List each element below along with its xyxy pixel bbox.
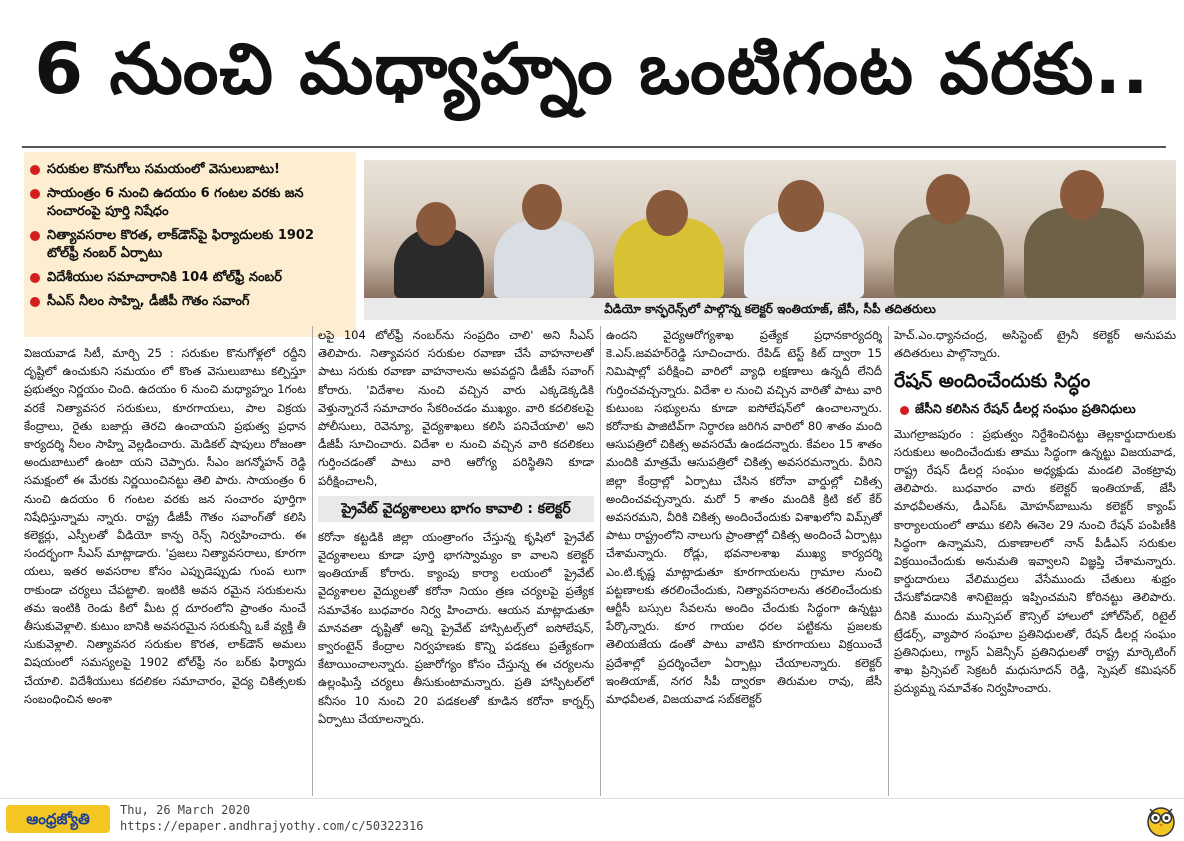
bullet-icon xyxy=(30,189,40,199)
section-subheading: ప్రైవేట్ వైద్యశాలలు భాగం కావాలి : కలెక్టర్ xyxy=(318,496,594,522)
article-text: ఉందని వైద్యఆరోగ్యశాఖ ప్రత్యేక ప్రధానకార్యదర్శి కె.ఎస్.జవహర్‌రెడ్డి సూచించారు. రేపిడ్ టెస్ట్ కిట్ ద్వారా 15 నిమిషాల్లో పరీక్షించి వారిలో వ్యాధి లక్షణాలు ఉన్నదీ లేనిదీ గుర్తించవచ్చన్నారు. విదేశా ల నుంచి వచ్చిన వారితో పాటు వారి కుటుంబ సభ్యులను కూడా ఐసోలేషన్‌లో ఉంచాలన్నారు. కరోనాకు పాజిటివ్‌గా నిర్ధారణ జరిగిన వారిలో 80 శాతం మంది ఆసుపత్రిలో చికిత్స అవసరమే ఉండదన్నారు. కేవలం 15 శాతం మందికి మాత్రమే ఆసుపత్రిలో చికిత్స అవసరమన్నారు. వీరిని జిల్లా కేంద్రాల్లో ఏర్పాటు చేసిన కరోనా వార్డుల్లో చికిత్స అందించవచ్చన్నారు. మరో 5 శాతం మందికి క్రిటి కల్ కేర్ అవసరమని, వీరికి చికిత్స అందించేందుకు విశాఖలోని విమ్స్‌తో పాటు రాష్ట్రంలోని నాలుగు ప్రాంతాల్లో చికిత్స అందించే ఏర్పాట్లు చేశామన్నారు. రోడ్లు, భవనాలశాఖ ముఖ్య కార్యదర్శి ఎం.టి.కృష్ణ మాట్లాడుతూ కూరగాయలను గ్రామాల నుంచి పట్టణాలకు తరలించేందుకు, నిత్యావసరాలను తరలించేందుకు ఆర్టీసీ బస్సుల సేవలను అందిం చేందుకు సిద్ధంగా ఉన్నట్టు పేర్కొన్నారు. కూర గాయల ధరల పట్టికను ప్రజలకు తెలియజేయ డంతో పాటు వాటిని కూరగాయలు విక్రయించే ప్రదేశాల్లో ప్రదర్శించేలా ఏర్పాట్లు చేయాలన్నారు. కలెక్టర్ ఇంతియాజ్, నగర సీపీ ద్వారకా తిరుమల రావు, జేసీ మాధవీలత, విజయవాడ సబ్‌కలెక్టర్ xyxy=(606,328,882,707)
photo-caption: వీడియో కాన్ఫరెన్స్‌లో పాల్గొన్న కలెక్టర్ ఇంతియాజ్, జేసీ, సీపీ తదితరులు xyxy=(364,298,1176,320)
page-url[interactable]: https://epaper.andhrajyothy.com/c/50322316 xyxy=(120,819,424,833)
section-heading: రేషన్ అందించేందుకు సిద్ధం xyxy=(894,370,1091,393)
photo-figure-head xyxy=(646,190,688,236)
footer xyxy=(0,798,1184,841)
news-photo xyxy=(364,160,1176,298)
article-column-2 xyxy=(318,326,594,796)
highlight-item xyxy=(30,293,350,311)
bullet-icon xyxy=(30,231,40,241)
article-text: హెచ్.ఎం.ధ్యానచంద్ర, అసిస్టెంట్ ట్రైనీ కలెక్టర్ అనుపమ తదితరులు పాల్గొన్నారు. xyxy=(894,328,1176,361)
bullet-icon xyxy=(30,273,40,283)
bullet-icon xyxy=(30,165,40,175)
column-divider xyxy=(600,326,601,796)
bullet-icon xyxy=(30,297,40,307)
highlight-item xyxy=(30,269,350,287)
headline: 6 నుంచి మధ్యాహ్నం ఒంటిగంట వరకు.. xyxy=(34,27,1150,110)
section-bullet xyxy=(894,400,1176,418)
photo-figure xyxy=(894,214,1004,298)
article-column-4 xyxy=(894,326,1176,796)
column-divider xyxy=(888,326,889,796)
photo-figure-head xyxy=(778,180,824,232)
highlight-text: సరుకుల కొనుగోలు సమయంలో వెసులుబాటు! xyxy=(47,162,280,177)
article-column-1 xyxy=(24,344,306,796)
photo-figure-head xyxy=(1060,170,1104,220)
edition-date: Thu, 26 March 2020 xyxy=(120,803,251,817)
section-bullet-text: జేసీని కలిసిన రేషన్ డీలర్ల సంఘం ప్రతినిధులు xyxy=(915,401,1136,417)
photo-figure xyxy=(1024,208,1144,298)
column-divider xyxy=(312,326,313,796)
highlight-text: నిత్యావసరాల కొరత, లాక్‌డౌన్‌పై ఫిర్యాదులకు 1902 టోల్‌ఫ్రీ నంబర్ ఏర్పాటు xyxy=(47,228,315,261)
highlights-box xyxy=(24,152,356,337)
article-text: కరోనా కట్టడికి జిల్లా యంత్రాంగం చేస్తున్న కృషిలో ప్రైవేట్ వైద్యశాలలు కూడా పూర్తి భాగస్వామ్యం కా వాలని కలెక్టర్ ఇంతియాజ్ కోరారు. క్యాంపు కార్యా లయంలో ప్రైవేట్ వైద్యశాలల వైద్యులతో కరోనా నియం త్రణ చర్యలపై ప్రత్యేక సమావేశం బుధవారం నిర్వ హించారు. ఆయన మాట్లాడుతూ మానవతా దృష్టితో అన్ని ప్రైవేట్ హాస్పిటల్స్‌లో ఐసోలేషన్, క్వారంటైన్ కేంద్రాల నిర్వహణకు కొన్ని పడకలు ప్రత్యేకంగా కేటాయించాలన్నారు. ప్రజారోగ్యం కోసం చేస్తున్న ఈ చర్యలను ఉల్లంఘిస్తే చర్యలు తీసుకుంటామన్నారు. ప్రతి హాస్పిటల్‌లో కనీసం 10 నుంచి 20 పడకలతో కూడిన కరోనా కార్నర్స్ ఏర్పాటు చేయాలన్నారు. xyxy=(318,529,594,726)
photo-figure-head xyxy=(522,184,562,230)
highlight-text: విదేశీయుల సమాచారానికి 104 టోల్‌ఫ్రీ నంబర్ xyxy=(47,270,283,285)
publication-logo[interactable]: ఆంధ్రజ్యోతి xyxy=(6,805,110,833)
article-text: విజయవాడ సిటీ, మార్చి 25 : సరుకుల కొనుగోళ్లలో రద్దీని దృష్టిలో ఉంచుకుని సమయం లో కొంత వెసులుబాటు కల్పిస్తూ ప్రభుత్వం నిర్ణయం చింది. ఉదయం 6 నుంచి మధ్యాహ్నం 1గంట వరకే నిత్యావసర సరుకులు, కూరగాయలు, పాల విక్రయ కేంద్రాలు, రైతు బజార్లు తెరచి ఉంచాయని ప్రభుత్వ ప్రధాన కార్యదర్శి నీలం సాహ్ని వెల్లడించారు. మెడికల్ షాపులు రోజంతా అందుబాటులో ఉంటా యని చెప్పారు. సీఎం జగన్మోహన్ రెడ్డి సమక్షంలో ఈ మేరకు నిర్ణయించినట్టు తెలి పారు. సాయంత్రం 6 నుంచి ఉదయం 6 గంటల వరకు జన సంచారం పూర్తిగా నిషేధిస్తున్నామ న్నారు. రాష్ట్ర డీజీపీ గౌతం సవాంగ్‌తో కలిసి కలెక్టర్లు, ఎస్పీలతో వీడియో కాన్ఫ రెన్స్ నిర్వహించారు. ఈ సందర్భంగా సీఎస్ మాట్లాడారు. 'ప్రజలు నిత్యావసరాలు, కూరగా యలు, ఇతర అవసరాల కోసం ఎప్పుడెప్పుడు గుంప లుగా రాకుండా చర్యలు చేపట్టాలి. ఇంటికి అవస రమైన సరుకులను తమ ఇంటికి రెండు కిలో మీట ర్ల దూరంలోని ప్రాంతం నుంచే తీసుకువెళ్లాలి. కుటుం బానికి అవసరమైన సరుకున్నీ ఒకే వ్యక్తి తీ సుకువెళ్లాలి. నిత్యావసర సరుకుల కొరత, లాక్‌డౌన్ అమలు విషయంలో సమస్యలపై 1902 టోల్‌ఫ్రీ నం బర్‌కు ఫిర్యాదు చేయాలి. విదేశీయులు కదలికల సమాచారం, వైద్య చికిత్సలకు సంబంధించిన అంశా xyxy=(24,346,306,706)
owl-icon xyxy=(1144,803,1178,837)
photo-figure xyxy=(494,220,594,298)
article-text: లపై 104 టోల్‌ఫ్రీ నంబర్‌ను సంప్రదిం చాలి' అని సీఎస్ తెలిపారు. నిత్యావసర సరుకుల రవాణా చేసే వాహనాలతో పాటు సరుకు రవాణా వాహనాలను అపవద్దని డీజీపీ సవాంగ్ కోరారు. 'విదేశాల నుంచి వచ్చిన వారు ఎక్కడెక్కడికి వెళ్తున్నారనే సమాచారం సేకరించడం ముఖ్యం. వారి కదలికలపై పోలీసులు, రెవెన్యూ, వైద్యశాఖలు కలిసి పనిచేయాలి' అని డీజీపీ సూచించారు. విదేశా ల నుంచి వచ్చిన వారి కదలికలు గుర్తించడంతో పాటు వారి ఆరోగ్య పరిస్థితిని కూడా పరీక్షించాలనీ, xyxy=(318,328,594,488)
highlight-text: సాయంత్రం 6 నుంచి ఉదయం 6 గంటల వరకు జన సంచారంపై పూర్తి నిషేధం xyxy=(47,186,304,219)
headline-rule xyxy=(22,146,1166,148)
article-text: మొగల్రాజపురం : ప్రభుత్వం నిర్దేశించినట్టు తెల్లకార్డుదారులకు సరుకులు అందించేందుకు తాము సిద్ధంగా ఉన్నట్టు విజయవాడ, రాష్ట్ర రేషన్ డీలర్ల సంఘం అధ్యక్షుడు మండలి వెంకట్రావు తెలిపారు. బుధవారం వారు కలెక్టర్ ఇంతియాజ్, జేసీ మాధవీలతను, డీఎస్‌ఓ మోహన్‌బాబును కలెక్టర్ క్యాంప్ కార్యాలయంలో తాము కలిసి ఈనెల 29 నుంచి రేషన్ పంపిణీకి సిద్ధంగా ఉన్నామని, దుకాణాలలో నాన్ పీడీఎస్ సరుకుల విక్రయించేందుకు అనుమతి ఇవ్వాలని విజ్ఞప్తి చేశామన్నారు. కార్డుదారులు వేలిముద్రలు వేసేముందు చేతులు శుభ్రం చేసుకోవడానికి శానిటైజర్లు ఇప్పించమని కోరినట్టు తెలిపారు. దీనికి ముందు మున్సిపల్ కౌన్సిల్ హాలులో హోల్‌సేల్, రిటైల్ ట్రేడర్స్, వ్యాపార సంఘాల ప్రతినిధులతో, రేషన్ డీలర్ల సంఘం ప్రతినిధులు, గ్యాస్ ఏజెన్సీస్ ప్రతినిధులతో రాష్ట్ర మార్కెటింగ్ శాఖ ప్రిన్సిపల్ సెక్రటరీ మధుసూదన్ రెడ్డి, స్పెషల్ కమిషనర్ ప్రద్యుమ్న సమావేశం నిర్వహించారు. xyxy=(894,426,1176,696)
bullet-icon xyxy=(900,406,909,415)
highlight-item xyxy=(30,161,350,179)
article-column-3 xyxy=(606,326,882,796)
photo-figure-head xyxy=(416,202,456,246)
photo-figure-head xyxy=(926,174,970,224)
highlight-item xyxy=(30,185,350,221)
highlight-text: సీఎస్ నీలం సాహ్ని, డీజీపీ గౌతం సవాంగ్ xyxy=(47,294,250,309)
highlight-item xyxy=(30,227,350,263)
